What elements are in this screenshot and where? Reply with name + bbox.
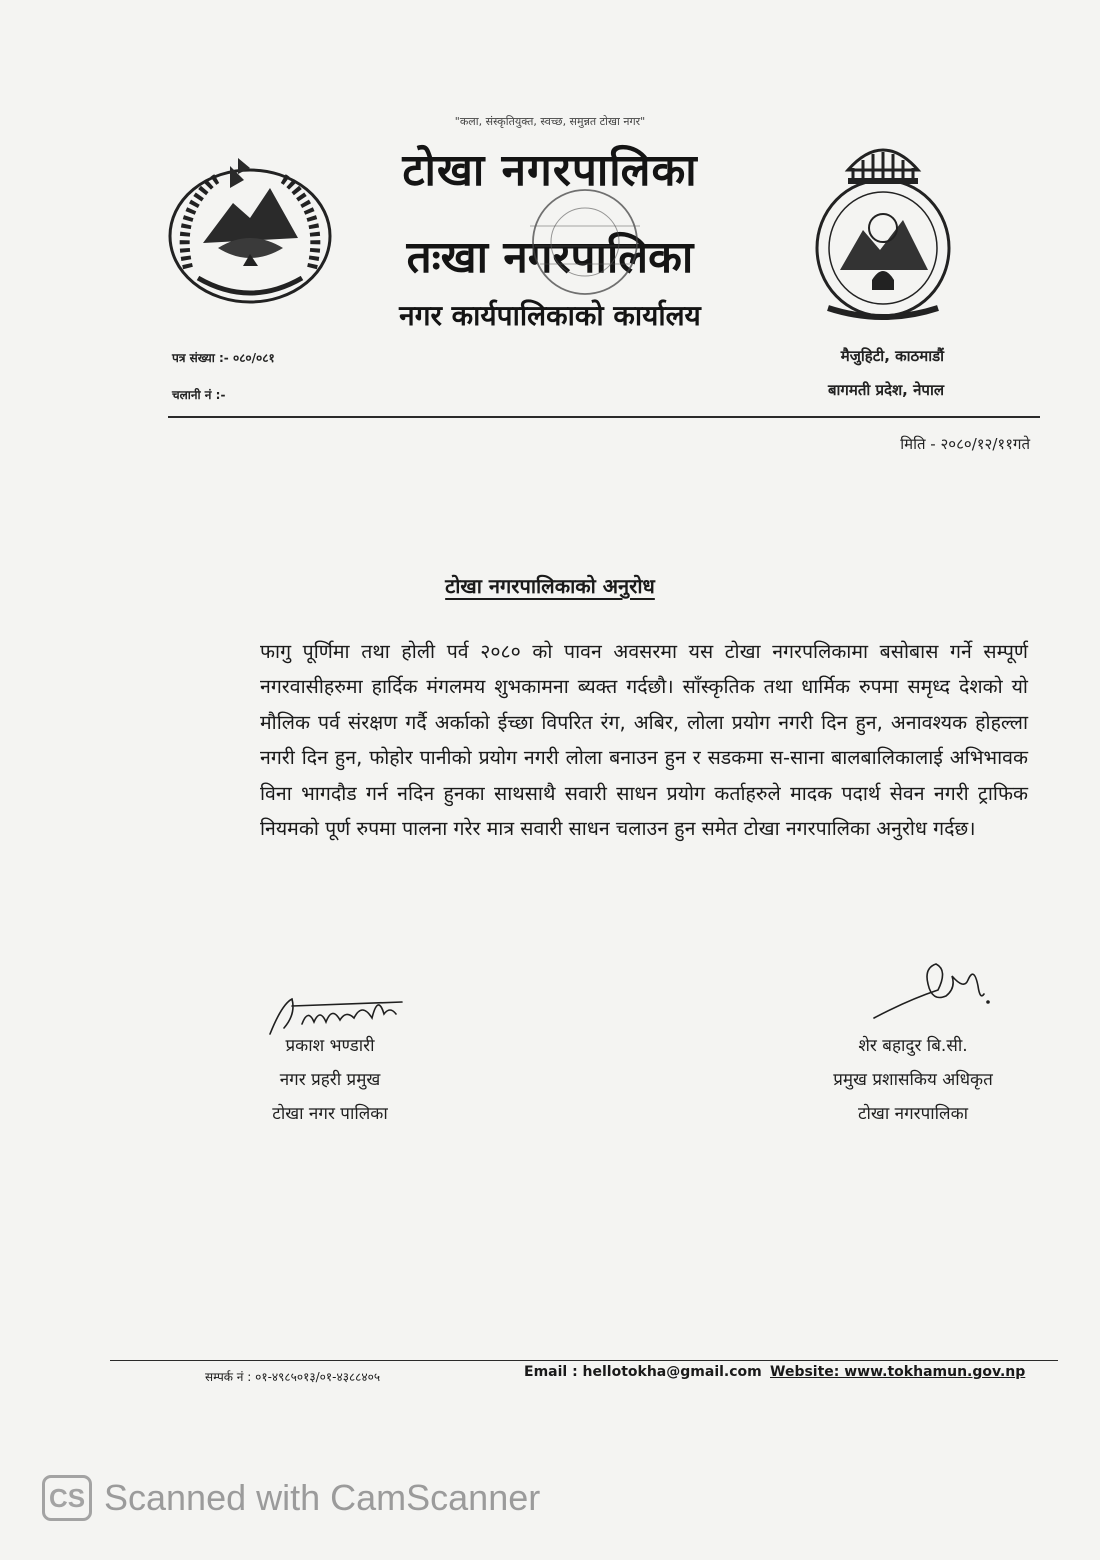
- right-signatory-designation: प्रमुख प्रशासकिय अधिकृत: [833, 1070, 993, 1090]
- tokha-logo-icon: [808, 130, 958, 320]
- camscanner-watermark: [42, 1472, 540, 1524]
- address-line-1: मैजुहिटी, काठमाडौं: [840, 347, 944, 365]
- left-signatory-office: टोखा नगर पालिका: [272, 1104, 388, 1124]
- nepal-emblem-icon: [158, 148, 342, 312]
- letter-date: मिति - २०८०/१२/११गते: [900, 435, 1030, 453]
- office-name: नगर कार्यपालिकाको कार्यालय: [399, 299, 701, 332]
- camscanner-logo-icon: CS: [42, 1475, 92, 1521]
- left-signatory-name: प्रकाश भण्डारी: [285, 1036, 375, 1056]
- letter-heading: [0, 572, 1100, 599]
- header-divider: [168, 416, 1040, 418]
- footer-divider: [110, 1360, 1058, 1361]
- letter-number: पत्र संख्या :- ०८०/०८१: [172, 351, 275, 365]
- office-stamp-icon: [490, 186, 660, 298]
- letter-body: फागु पूर्णिमा तथा होली पर्व २०८० को पावन अवसरमा यस टोखा नगरपलिकामा बसोबास गर्ने सम्पूर्ण नगरवासीहरुमा हार्दिक मंगलमय शुभकामना ब्यक्त गर्दछौ। साँस्कृतिक तथा धार्मिक रुपमा समृध्द देशको यो मौलिक पर्व संरक्षण गर्दै अर्काको ईच्छा विपरित रंग, अबिर, लोला प्रयोग नगरी दिन हुन, अनावश्यक होहल्ला नगरी दिन हुन, फोहोर पानीको प्रयोग नगरी लोला बनाउन हुन र सडकमा स-साना बालबालिकालाई अभिभावक विना भागदौड गर्न नदिन हुनका साथसाथै सवारी साधन प्रयोग कर्ताहरुले मादक पदार्थ सेवन नगरी ट्राफिक नियमको पूर्ण रुपमा पालना गरेर मात्र सवारी साधन चलाउन हुन समेत टोखा नगरपालिका अनुरोध गर्दछ।: [260, 640, 1028, 841]
- municipality-name-newari: तःखा नगरपालिका: [406, 232, 694, 283]
- right-signatory-office: टोखा नगरपालिका: [857, 1104, 969, 1124]
- website-link[interactable]: Website: www.tokhamun.gov.np: [770, 1364, 1026, 1380]
- address-line-2: बागमती प्रदेश, नेपाल: [827, 381, 944, 399]
- municipality-name: टोखा नगरपालिका: [402, 145, 698, 196]
- right-signatory: [798, 1029, 1028, 1131]
- letter-heading-text: टोखा नगरपालिकाको अनुरोध: [445, 574, 655, 598]
- contact-email[interactable]: Email : hellotokha@gmail.com: [524, 1364, 762, 1380]
- watermark-text: Scanned with CamScanner: [104, 1477, 541, 1518]
- right-signature-icon: [868, 950, 998, 1030]
- left-signatory-designation: नगर प्रहरी प्रमुख: [279, 1070, 381, 1090]
- right-signatory-name: शेर बहादुर बि.सी.: [858, 1036, 968, 1056]
- dispatch-number: चलानी नं :-: [172, 388, 226, 402]
- left-signatory: [240, 1029, 420, 1131]
- contact-phone: सम्पर्क नं : ०१-४९८५०१३/०१-४३८८४०५: [205, 1370, 381, 1384]
- municipality-motto: "कला, संस्कृतियुक्त, स्वच्छ, समुन्नत टोखा नगर": [454, 115, 646, 128]
